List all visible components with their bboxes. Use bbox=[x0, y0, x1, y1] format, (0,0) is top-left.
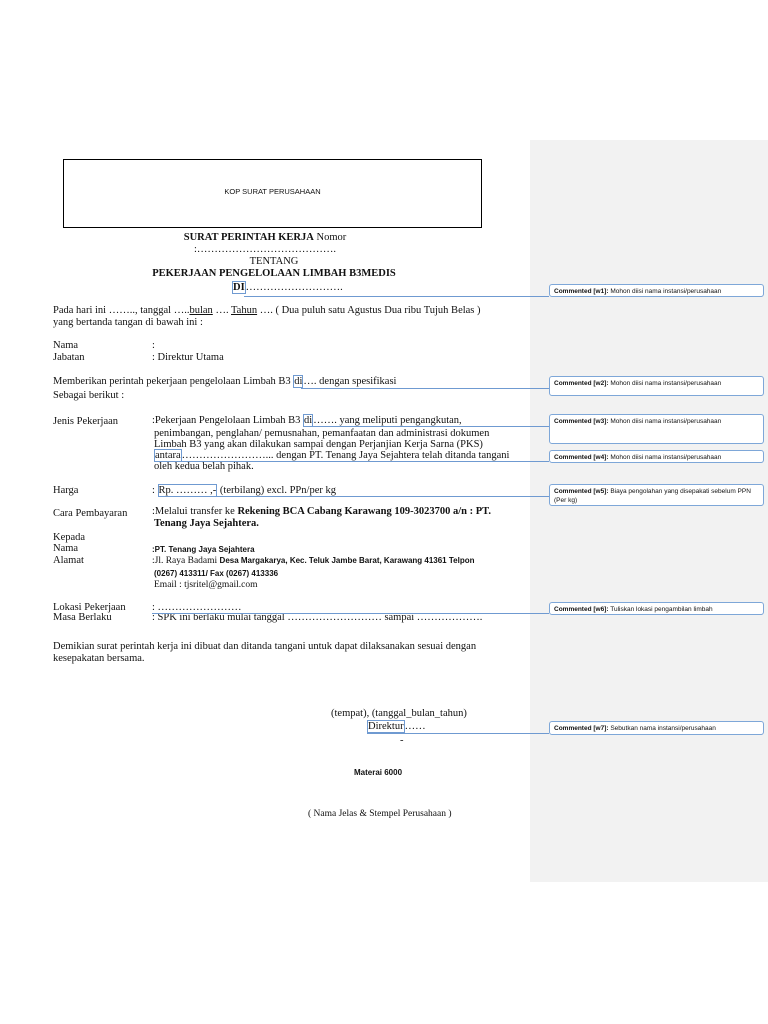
lokasi-label: Lokasi Pekerjaan bbox=[53, 602, 126, 613]
jenis-line-5: oleh kedua belah pihak. bbox=[154, 461, 254, 472]
kepada-telp: (0267) 413311/ Fax (0267) 413336 bbox=[154, 569, 279, 578]
jabatan-label: Jabatan bbox=[53, 352, 85, 363]
harga-label: Harga bbox=[53, 485, 79, 496]
comment-w3[interactable]: Commented [w3]: Mohon diisi nama instansi/perusahaan bbox=[549, 414, 764, 444]
comment-connector-w2 bbox=[301, 388, 549, 389]
jenis-label: Jenis Pekerjaan bbox=[53, 416, 119, 427]
title-nomor: :…………………………………. bbox=[193, 244, 337, 255]
title-location: DI………………………. bbox=[233, 282, 343, 293]
closing-line-1: Demikian surat perintah kerja ini dibuat dan ditanda tangani untuk dapat dilaksanakan sesuai dengan bbox=[53, 641, 477, 652]
pembayaran-line-2: Tenang Jaya Sejahtera. bbox=[154, 518, 259, 529]
jenis-line-1: :Pekerjaan Pengelolaan Limbah B3 di……. yang meliputi pengangkutan, bbox=[152, 415, 462, 426]
intro-line-2: yang bertanda tangan di bawah ini : bbox=[53, 317, 203, 328]
memberikan-line-1: Memberikan perintah pekerjaan pengelolaan Limbah B3 di…. dengan spesifikasi bbox=[53, 376, 397, 387]
kepada-email: Email : tjsritel@gmail.com bbox=[154, 580, 258, 590]
comment-w1[interactable]: Commented [w1]: Mohon diisi nama instansi/perusahaan bbox=[549, 284, 764, 297]
lokasi-value: : …………………… bbox=[152, 602, 242, 613]
letterhead-text: KOP SURAT PERUSAHAAN bbox=[224, 187, 321, 196]
letterhead-box bbox=[63, 159, 482, 228]
harga-value: : Rp. ……… ,- (terbilang) excl. PPn/per kg bbox=[152, 485, 336, 496]
jenis-line-4: antara……………………... dengan PT. Tenang Jaya Sejahtera telah ditanda tangani bbox=[155, 450, 510, 461]
comment-w7[interactable]: Commented [w7]: Sebutkan nama instansi/perusahaan bbox=[549, 721, 764, 735]
pembayaran-line-1: :Melalui transfer ke Rekening BCA Cabang Karawang 109-3023700 a/n : PT. bbox=[152, 506, 492, 517]
comment-w2[interactable]: Commented [w2]: Mohon diisi nama instansi/perusahaan bbox=[549, 376, 764, 396]
kepada-nama-value: :PT. Tenang Jaya Sejahtera bbox=[152, 545, 255, 554]
comment-w4[interactable]: Commented [w4]: Mohon diisi nama instansi/perusahaan bbox=[549, 450, 764, 463]
kepada-alamat-value: :Jl. Raya Badami Desa Margakarya, Kec. Teluk Jambe Barat, Karawang 41361 Telpon bbox=[152, 556, 475, 566]
intro-line-1: Pada hari ini …….., tanggal …..bulan …. Tahun …. ( Dua puluh satu Agustus Dua ribu Tujuh Belas ) bbox=[53, 305, 481, 316]
comment-connector-w6 bbox=[152, 613, 549, 614]
comment-anchor-w1[interactable]: DI bbox=[233, 282, 245, 293]
nama-value: : bbox=[152, 340, 155, 351]
sign-dash: - bbox=[400, 735, 404, 746]
title-tentang: TENTANG bbox=[249, 256, 299, 267]
comment-w6[interactable]: Commented [w6]: Tuliskan lokasi pengambilan limbah bbox=[549, 602, 764, 615]
comment-anchor-w7[interactable]: Direktur bbox=[368, 721, 404, 732]
closing-line-2: kesepakatan bersama. bbox=[53, 653, 145, 664]
jenis-line-2: penimbangan, penglahan/ pemusnahan, pemanfaatan dan administrasi dokumen bbox=[154, 428, 490, 439]
materai-label: Materai 6000 bbox=[354, 768, 403, 777]
jabatan-value: : Direktur Utama bbox=[152, 352, 224, 363]
comment-anchor-w4[interactable]: antara bbox=[155, 450, 181, 461]
masa-value: : SPK ini berlaku mulai tanggal ……………………… sampai ………………. bbox=[152, 612, 483, 623]
kepada-label: Kepada bbox=[53, 532, 86, 543]
pembayaran-label: Cara Pembayaran bbox=[53, 508, 128, 519]
comment-w5[interactable]: Commented [w5]: Biaya pengolahan yang disepakati sebelum PPN (Per kg) bbox=[549, 484, 764, 506]
comment-anchor-w5[interactable]: Rp. ……… ,- bbox=[158, 485, 217, 496]
jenis-line-3: Limbah B3 yang akan dilakukan sampai dengan Perjanjian Kerja Sarna (PKS) bbox=[154, 439, 483, 450]
kepada-alamat-label: Alamat bbox=[53, 555, 84, 566]
comment-connector-w7 bbox=[367, 733, 549, 734]
sign-direktur: Direktur…… bbox=[368, 721, 426, 732]
comments-pane bbox=[530, 140, 768, 882]
comment-connector-w1 bbox=[244, 296, 549, 297]
memberikan-line-2: Sebagai berikut : bbox=[53, 390, 125, 401]
comment-connector-w5 bbox=[158, 496, 549, 497]
sign-name-stamp: ( Nama Jelas & Stempel Perusahaan ) bbox=[308, 809, 452, 819]
comment-anchor-w2[interactable]: di bbox=[294, 376, 303, 387]
title-line-1: SURAT PERINTAH KERJA Nomor bbox=[183, 232, 347, 243]
masa-label: Masa Berlaku bbox=[53, 612, 112, 623]
comment-connector-w4 bbox=[154, 461, 549, 462]
comment-anchor-w3[interactable]: di bbox=[304, 415, 313, 426]
sign-place-date: (tempat), (tanggal_bulan_tahun) bbox=[331, 708, 467, 719]
nama-label: Nama bbox=[53, 340, 79, 351]
comment-connector-w3 bbox=[305, 426, 549, 427]
kepada-nama-label: Nama bbox=[53, 543, 79, 554]
title-subject: PEKERJAAN PENGELOLAAN LIMBAH B3MEDIS bbox=[152, 268, 396, 279]
